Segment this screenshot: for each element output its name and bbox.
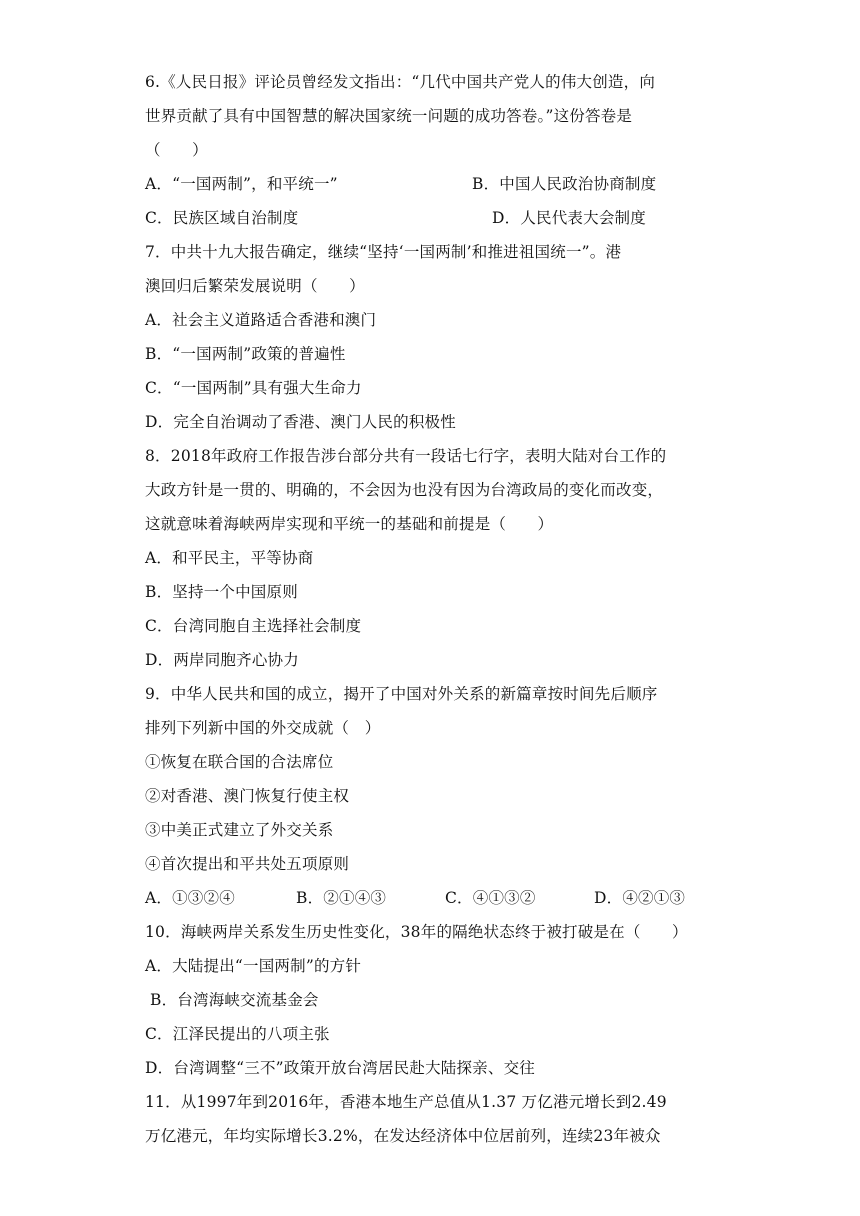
q11-stem-line-2: 万亿港元，年均实际增长3.2%，在发达经济体中位居前列，连续23年被众 (145, 1127, 661, 1145)
q9-item-4: ④首次提出和平共处五项原则 (145, 855, 350, 873)
q8-option-c: C．台湾同胞自主选择社会制度 (145, 617, 362, 635)
q6-option-c: C．民族区域自治制度 (145, 209, 299, 227)
q9-item-1: ①恢复在联合国的合法席位 (145, 753, 334, 771)
q8-stem-line-3: 这就意味着海峡两岸实现和平统一的基础和前提是（ ） (145, 515, 554, 533)
q8-stem-line-2: 大政方针是一贯的、明确的，不会因为也没有因为台湾政局的变化而改变， (145, 481, 664, 499)
q10-option-b: B．台湾海峡交流基金会 (150, 991, 319, 1009)
q9-option-c: C．④①③② (445, 889, 536, 907)
q10-option-c: C．江泽民提出的八项主张 (145, 1025, 330, 1043)
q8-stem-line-1: 8．2018年政府工作报告涉台部分共有一段话七行字，表明大陆对台工作的 (145, 447, 667, 465)
q11-stem-line-1: 11．从1997年到2016年，香港本地生产总值从1.37 万亿港元增长到2.49 (145, 1093, 667, 1111)
q9-stem-line-1: 9．中华人民共和国的成立，揭开了中国对外关系的新篇章按时间先后顺序 (145, 685, 658, 703)
q10-option-d: D．台湾调整“三不”政策开放台湾居民赴大陆探亲、交往 (145, 1059, 535, 1077)
q6-stem-line-3: （ ） (145, 141, 208, 159)
q7-option-c: C．“一国两制”具有强大生命力 (145, 379, 362, 397)
q10-stem-line-1: 10．海峡两岸关系发生历史性变化，38年的隔绝状态终于被打破是在（ ） (145, 923, 688, 941)
q10-option-a: A．大陆提出“一国两制”的方针 (145, 957, 362, 975)
q9-stem-line-2: 排列下列新中国的外交成就（ ） (145, 719, 381, 737)
q9-item-3: ③中美正式建立了外交关系 (145, 821, 334, 839)
q9-option-a: A．①③②④ (145, 889, 235, 907)
q7-option-b: B．“一国两制”政策的普遍性 (145, 345, 346, 363)
q8-option-d: D．两岸同胞齐心协力 (145, 651, 299, 669)
q7-stem-line-1: 7．中共十九大报告确定，继续“坚持‘一国两制’和推进祖国统一”。港 (145, 243, 622, 261)
q7-option-d: D．完全自治调动了香港、澳门人民的积极性 (145, 413, 456, 431)
q9-item-2: ②对香港、澳门恢复行使主权 (145, 787, 350, 805)
q7-option-a: A．社会主义道路适合香港和澳门 (145, 311, 377, 329)
q6-option-b: B．中国人民政治协商制度 (472, 175, 657, 193)
q6-stem-line-2: 世界贡献了具有中国智慧的解决国家统一问题的成功答卷。”这份答卷是 (145, 107, 633, 125)
q6-option-a: A．“一国两制”，和平统一” (145, 175, 338, 193)
q8-option-a: A．和平民主，平等协商 (145, 549, 314, 567)
q7-stem-line-2: 澳回归后繁荣发展说明（ ） (145, 277, 365, 295)
q6-option-d: D．人民代表大会制度 (492, 209, 646, 227)
q8-option-b: B．坚持一个中国原则 (145, 583, 298, 601)
q9-option-d: D．④②①③ (594, 889, 686, 907)
q9-option-b: B．②①④③ (296, 889, 387, 907)
q6-stem-line-1: 6.《人民日报》评论员曾经发文指出：“几代中国共产党人的伟大创造，向 (145, 73, 656, 91)
